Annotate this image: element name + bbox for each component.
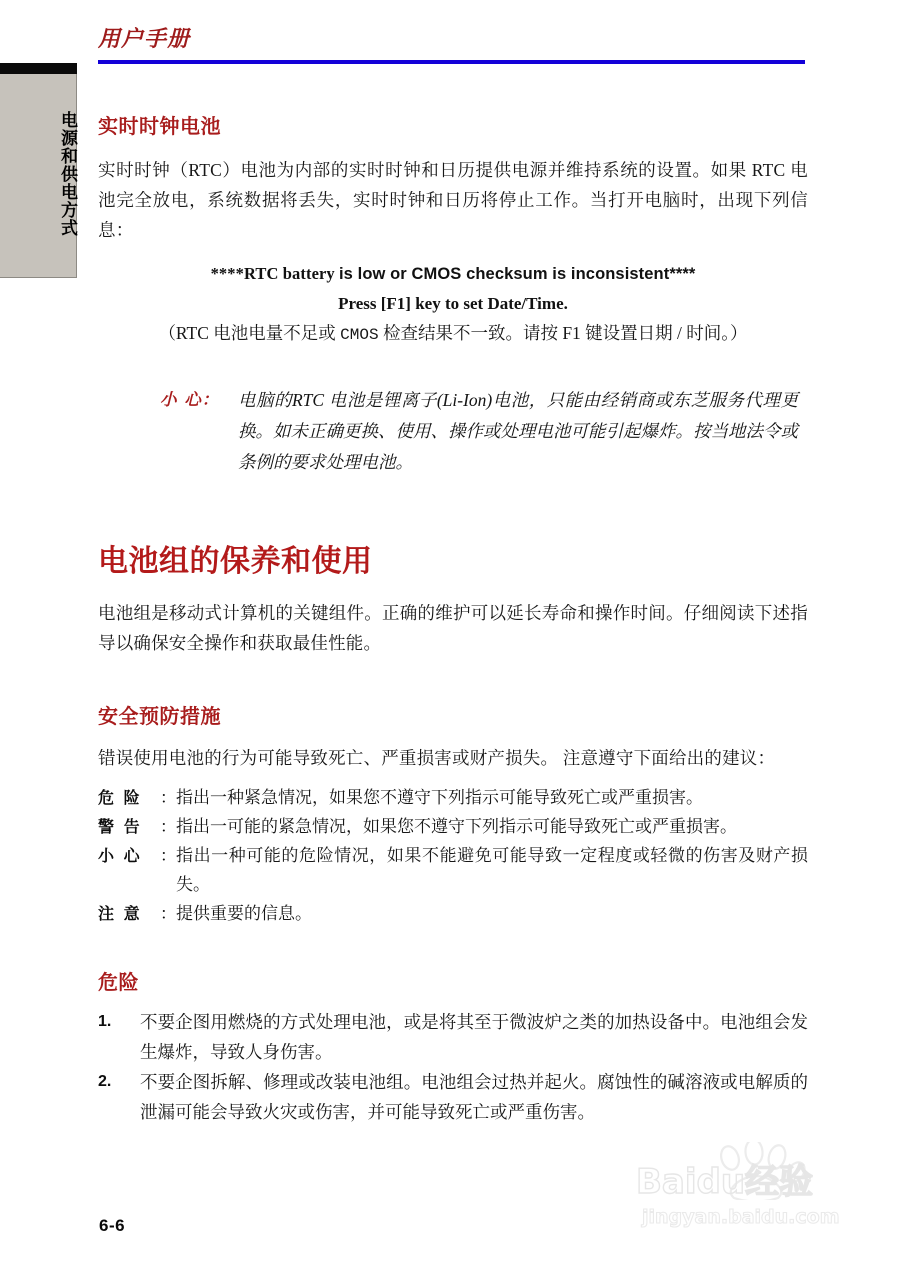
definition-row bbox=[98, 783, 808, 812]
page-header bbox=[0, 0, 903, 70]
chapter-tab-label: 电源和供电方式 bbox=[57, 111, 77, 237]
definition-colon: ： bbox=[160, 817, 177, 836]
page-number: 6-6 bbox=[99, 1216, 126, 1235]
header-divider bbox=[98, 60, 805, 64]
bios-message-translation-prefix: （RTC 电池电量不足或 bbox=[158, 323, 341, 343]
list-item-number: 1. bbox=[98, 1013, 112, 1030]
caution-callout bbox=[98, 385, 808, 478]
baidu-watermark bbox=[636, 1140, 886, 1240]
caution-text: 电脑的RTC 电池是锂离子(Li-Ion)电池，只能由经销商或东芝服务代理更换。如未正确更换、使用、操作或处理电池可能引起爆炸。按当地法令或条例的要求处理电池。 bbox=[238, 390, 798, 472]
safety-definition-list bbox=[98, 783, 808, 928]
section-heading-safety: 安全预防措施 bbox=[98, 704, 221, 728]
chapter-tab-bar bbox=[0, 63, 77, 74]
list-item-text: 不要企图拆解、修理或改装电池组。电池组会过热并起火。腐蚀性的碱溶液或电解质的泄漏可能会导致火灾或伤害，并可能导致死亡或严重伤害。 bbox=[140, 1072, 808, 1122]
definition-row bbox=[98, 841, 808, 899]
bios-message-line-1-prefix: ****RTC battery bbox=[210, 264, 339, 283]
chapter-tab bbox=[0, 63, 77, 278]
definition-term: 警 告 bbox=[98, 817, 142, 836]
list-item-text: 不要企图用燃烧的方式处理电池，或是将其至于微波炉之类的加热设备中。电池组会发生爆炸，导致人身伤害。 bbox=[140, 1012, 808, 1062]
bios-message-translation bbox=[98, 318, 808, 351]
bios-message-line-1-rest: is low or CMOS checksum is inconsistent**** bbox=[339, 265, 696, 283]
page-content bbox=[98, 110, 808, 1127]
bios-message-translation-mono: CMOS bbox=[340, 326, 379, 344]
numbered-list-item bbox=[98, 1067, 808, 1127]
definition-description: 指出一种紧急情况，如果您不遵守下列指示可能导致死亡或严重损害。 bbox=[176, 788, 703, 807]
paragraph-rtc-intro: 实时时钟（RTC）电池为内部的实时时钟和日历提供电源并维持系统的设置。如果 RTC 电池完全放电，系统数据将丢失，实时时钟和日历将停止工作。当打开电脑时，出现下列信息： bbox=[98, 160, 808, 240]
section-heading-danger: 危险 bbox=[98, 970, 139, 994]
definition-colon: ： bbox=[160, 904, 177, 923]
definition-row bbox=[98, 899, 808, 928]
paragraph-safety-intro: 错误使用电池的行为可能导致死亡、严重损害或财产损失。 注意遵守下面给出的建议： bbox=[98, 748, 776, 768]
definition-term: 危 险 bbox=[98, 788, 142, 807]
bios-message-line-1 bbox=[98, 259, 808, 289]
section-heading-rtc: 实时时钟电池 bbox=[98, 114, 221, 138]
definition-term: 小 心 bbox=[98, 846, 142, 865]
watermark-title: Baidu经验 bbox=[636, 1162, 814, 1202]
bios-message-line-2: Press [F1] key to set Date/Time. bbox=[338, 294, 568, 313]
paragraph-battery-care: 电池组是移动式计算机的关键组件。正确的维护可以延长寿命和操作时间。仔细阅读下述指导以确保安全操作和获取最佳性能。 bbox=[98, 603, 808, 653]
bios-message-translation-suffix: 检查结果不一致。请按 F1 键设置日期 / 时间。） bbox=[378, 323, 748, 343]
definition-description: 指出一可能的紧急情况，如果您不遵守下列指示可能导致死亡或严重损害。 bbox=[176, 817, 737, 836]
definition-term: 注 意 bbox=[98, 904, 142, 923]
chapter-heading-battery-care: 电池组的保养和使用 bbox=[98, 544, 373, 579]
header-title: 用户手册 bbox=[98, 26, 191, 51]
list-item-number: 2. bbox=[98, 1073, 112, 1090]
definition-row bbox=[98, 812, 808, 841]
definition-description: 指出一种可能的危险情况，如果不能避免可能导致一定程度或轻微的伤害及财产损失。 bbox=[176, 846, 808, 894]
definition-colon: ： bbox=[160, 846, 177, 865]
definition-description: 提供重要的信息。 bbox=[176, 904, 312, 923]
numbered-list-item bbox=[98, 1007, 808, 1067]
caution-label: 小 心： bbox=[160, 390, 220, 409]
definition-colon: ： bbox=[160, 788, 177, 807]
watermark-url: jingyan.baidu.com bbox=[642, 1206, 840, 1228]
bios-message-block bbox=[98, 259, 808, 351]
baidu-paw-icon bbox=[714, 1142, 806, 1200]
danger-numbered-list bbox=[98, 1007, 808, 1127]
